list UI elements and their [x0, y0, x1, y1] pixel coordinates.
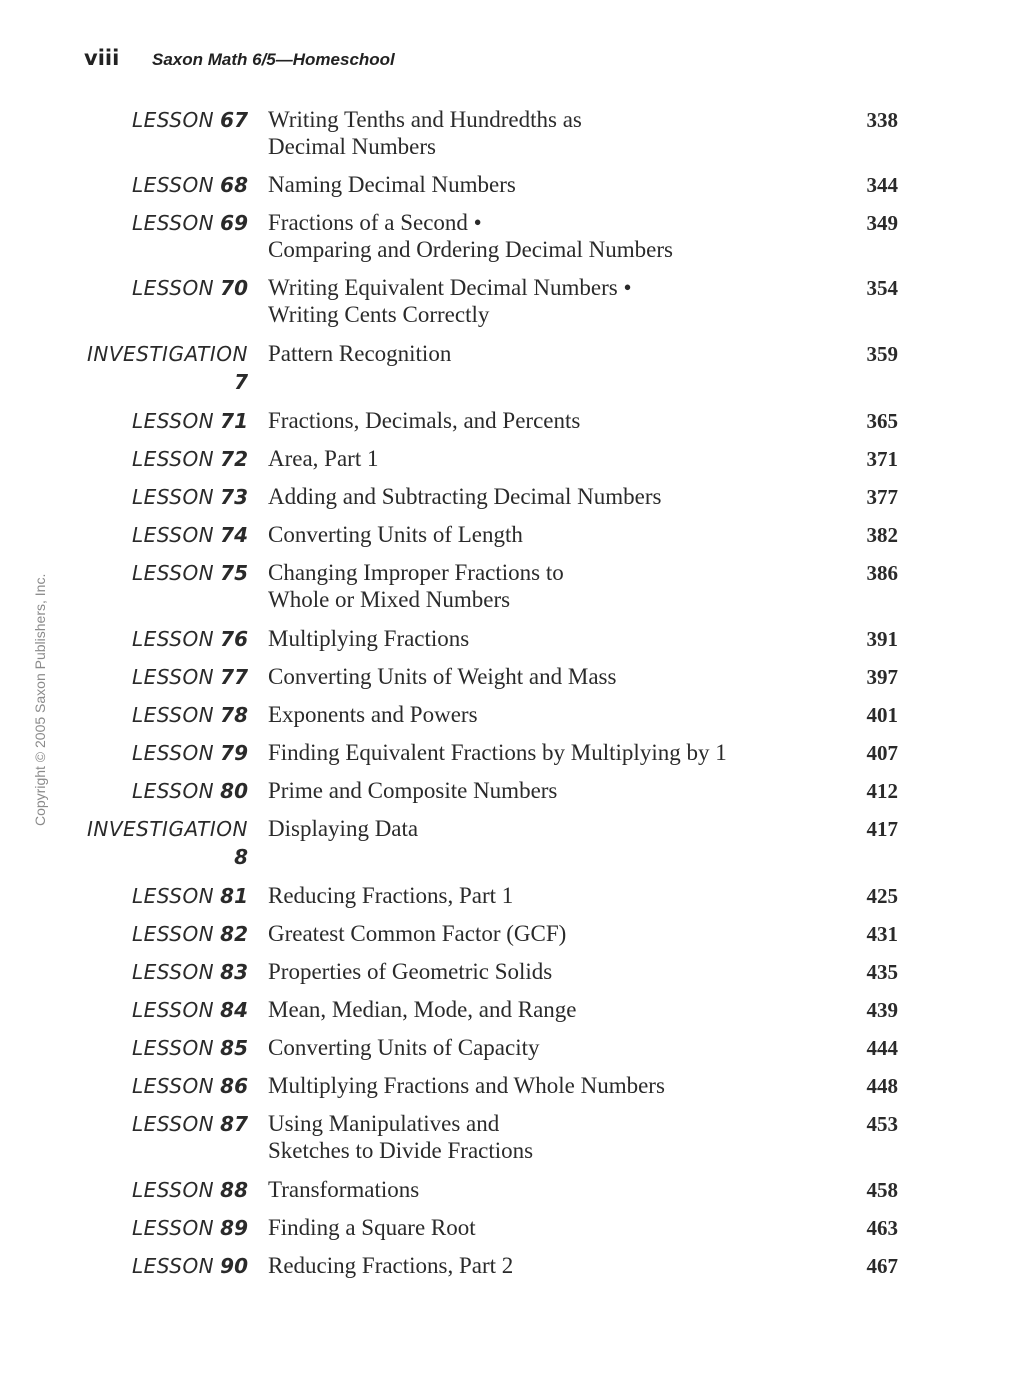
entry-number: 82: [220, 922, 248, 946]
entry-page-number: 448: [866, 1074, 898, 1098]
entry-page-number: 338: [866, 108, 898, 132]
entry-title: Transformations: [268, 1177, 420, 1202]
entry-kind: LESSON: [131, 922, 215, 946]
entry-number: 78: [220, 703, 248, 727]
entry-page-number: 467: [866, 1254, 898, 1278]
entry-page-number: 349: [866, 211, 898, 235]
entry-number: 7: [234, 370, 248, 394]
entry-kind: LESSON: [131, 1036, 215, 1060]
page-number: viii: [84, 46, 120, 70]
entry-number: 80: [220, 779, 248, 803]
entry-label: [132, 920, 248, 948]
entry-title: Multiplying Fractions: [268, 626, 470, 651]
entry-label: [132, 882, 248, 910]
entry-page-number: 397: [866, 665, 898, 689]
entry-label: [87, 815, 248, 871]
entry-number: 77: [220, 665, 248, 689]
entry-kind: LESSON: [131, 108, 215, 132]
entry-label: [132, 1110, 248, 1138]
entry-page-number: 382: [866, 523, 898, 547]
entry-kind: LESSON: [131, 211, 215, 235]
entry-label: [132, 483, 248, 511]
entry-number: 67: [220, 108, 248, 132]
entry-title: Mean, Median, Mode, and Range: [268, 997, 577, 1022]
entry-title: Pattern Recognition: [268, 341, 452, 366]
entry-kind: LESSON: [131, 665, 215, 689]
entry-kind: LESSON: [131, 485, 215, 509]
entry-number: 90: [220, 1254, 248, 1278]
entry-title: Converting Units of Weight and Mass: [268, 664, 617, 689]
entry-number: 70: [220, 276, 248, 300]
entry-number: 74: [220, 523, 248, 547]
entry-number: 84: [220, 998, 248, 1022]
entry-kind: LESSON: [131, 884, 215, 908]
entry-page-number: 453: [866, 1112, 898, 1136]
entry-title: Fractions, Decimals, and Percents: [268, 408, 581, 433]
entry-title: Writing Equivalent Decimal Numbers • Writing Cents Correctly: [268, 275, 632, 327]
entry-label: [87, 340, 248, 396]
entry-page-number: 359: [866, 342, 898, 366]
entry-label: [132, 274, 248, 302]
entry-title: Adding and Subtracting Decimal Numbers: [268, 484, 662, 509]
entry-number: 83: [220, 960, 248, 984]
entry-page-number: 391: [866, 627, 898, 651]
entry-label: [132, 1176, 248, 1204]
entry-page-number: 386: [866, 561, 898, 585]
entry-title: Converting Units of Length: [268, 522, 523, 547]
entry-page-number: 354: [866, 276, 898, 300]
entry-page-number: 412: [866, 779, 898, 803]
entry-number: 75: [220, 561, 248, 585]
entry-number: 87: [220, 1112, 248, 1136]
page-header: [84, 46, 395, 76]
entry-kind: LESSON: [131, 627, 215, 651]
entry-title: Naming Decimal Numbers: [268, 172, 516, 197]
entry-label: [132, 777, 248, 805]
entry-title: Reducing Fractions, Part 2: [268, 1253, 514, 1278]
entry-number: 89: [220, 1216, 248, 1240]
entry-page-number: 425: [866, 884, 898, 908]
entry-title: Greatest Common Factor (GCF): [268, 921, 567, 946]
entry-label: [132, 1034, 248, 1062]
entry-title: Prime and Composite Numbers: [268, 778, 558, 803]
entry-label: [132, 1214, 248, 1242]
entry-label: [132, 625, 248, 653]
entry-kind: LESSON: [131, 523, 215, 547]
entry-page-number: 365: [866, 409, 898, 433]
entry-title: Displaying Data: [268, 816, 419, 841]
entry-label: [132, 106, 248, 134]
entry-kind: INVESTIGATION: [86, 817, 248, 841]
entry-title: Reducing Fractions, Part 1: [268, 883, 514, 908]
entry-kind: INVESTIGATION: [86, 342, 248, 366]
entry-label: [132, 559, 248, 587]
entry-kind: LESSON: [131, 741, 215, 765]
entry-title: Exponents and Powers: [268, 702, 478, 727]
entry-kind: LESSON: [131, 1216, 215, 1240]
entry-title: Converting Units of Capacity: [268, 1035, 540, 1060]
entry-label: [132, 701, 248, 729]
entry-title: Finding a Square Root: [268, 1215, 476, 1240]
entry-number: 68: [220, 173, 248, 197]
entry-page-number: 407: [866, 741, 898, 765]
entry-page-number: 444: [866, 1036, 898, 1060]
entry-kind: LESSON: [131, 173, 215, 197]
entry-kind: LESSON: [131, 561, 215, 585]
entry-label: [132, 663, 248, 691]
entry-label: [132, 521, 248, 549]
entry-number: 85: [220, 1036, 248, 1060]
entry-number: 86: [220, 1074, 248, 1098]
entry-title: Area, Part 1: [268, 446, 379, 471]
entry-label: [132, 996, 248, 1024]
entry-kind: LESSON: [131, 447, 215, 471]
entry-label: [132, 739, 248, 767]
entry-title: Changing Improper Fractions to Whole or Mixed Numbers: [268, 560, 564, 612]
entry-kind: LESSON: [131, 779, 215, 803]
entry-number: 81: [220, 884, 248, 908]
entry-label: [132, 958, 248, 986]
entry-kind: LESSON: [131, 1074, 215, 1098]
entry-kind: LESSON: [131, 703, 215, 727]
entry-kind: LESSON: [131, 1178, 215, 1202]
entry-number: 73: [220, 485, 248, 509]
entry-page-number: 439: [866, 998, 898, 1022]
entry-number: 79: [220, 741, 248, 765]
entry-page-number: 377: [866, 485, 898, 509]
entry-kind: LESSON: [131, 409, 215, 433]
entry-number: 8: [234, 845, 248, 869]
entry-number: 69: [220, 211, 248, 235]
entry-page-number: 431: [866, 922, 898, 946]
entry-label: [132, 445, 248, 473]
entry-label: [132, 171, 248, 199]
entry-label: [132, 1252, 248, 1280]
entry-title: Fractions of a Second • Comparing and Ordering Decimal Numbers: [268, 210, 673, 262]
entry-title: Properties of Geometric Solids: [268, 959, 553, 984]
entry-kind: LESSON: [131, 276, 215, 300]
entry-page-number: 371: [866, 447, 898, 471]
entry-label: [132, 1072, 248, 1100]
entry-page-number: 417: [866, 817, 898, 841]
entry-kind: LESSON: [131, 1254, 215, 1278]
entry-kind: LESSON: [131, 1112, 215, 1136]
entry-page-number: 401: [866, 703, 898, 727]
entry-number: 88: [220, 1178, 248, 1202]
entry-title: Using Manipulatives and Sketches to Divide Fractions: [268, 1111, 534, 1163]
entry-number: 72: [220, 447, 248, 471]
entry-label: [132, 407, 248, 435]
entry-title: Finding Equivalent Fractions by Multiplying by 1: [268, 740, 727, 765]
entry-label: [132, 209, 248, 237]
entry-page-number: 344: [866, 173, 898, 197]
entry-number: 76: [220, 627, 248, 651]
copyright-note: Copyright © 2005 Saxon Publishers, Inc.: [32, 573, 48, 826]
entry-title: Writing Tenths and Hundredths as Decimal Numbers: [268, 107, 582, 159]
entry-page-number: 458: [866, 1178, 898, 1202]
entry-title: Multiplying Fractions and Whole Numbers: [268, 1073, 665, 1098]
entry-page-number: 435: [866, 960, 898, 984]
entry-kind: LESSON: [131, 998, 215, 1022]
entry-kind: LESSON: [131, 960, 215, 984]
entry-page-number: 463: [866, 1216, 898, 1240]
entry-number: 71: [220, 409, 248, 433]
book-title: Saxon Math 6/5—Homeschool: [152, 50, 395, 69]
